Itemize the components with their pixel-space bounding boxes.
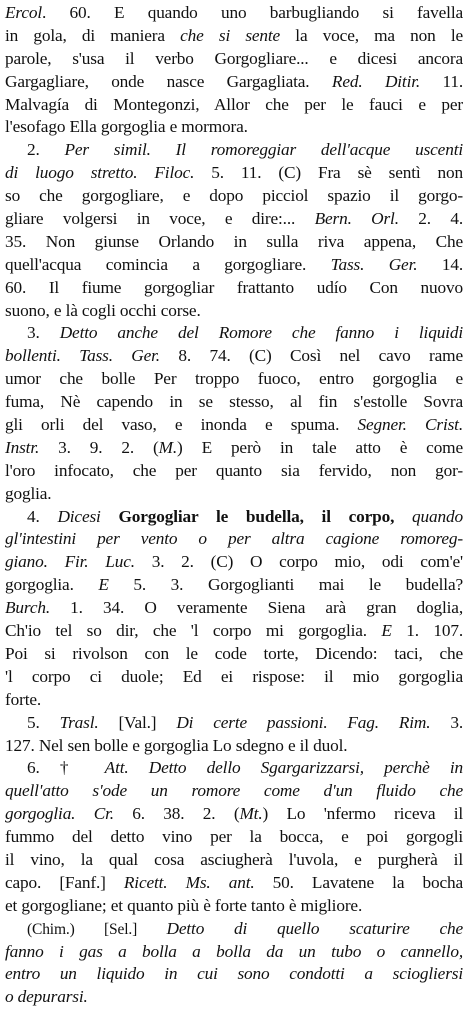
italic-text: Red. Ditir. [331, 71, 421, 91]
italic-text: Detto anche del Romore che fanno i liquidi [59, 323, 463, 343]
text-line [5, 963, 463, 986]
text-segment: umor che bolle Per troppo fuoco, entro gorgoglia e [5, 369, 463, 389]
italic-text: Tass. Ger. [330, 254, 418, 274]
text-line [5, 139, 463, 162]
text-line [5, 620, 463, 643]
text-segment: 1. 107. [391, 621, 463, 641]
text-line [5, 277, 463, 300]
text-line [5, 803, 463, 826]
italic-text: Per simil. Il romoreggiar dell'acque uscenti [64, 140, 463, 160]
text-segment: gliare volgersi in voce, e dire:... [5, 209, 315, 229]
text-line [5, 574, 463, 597]
text-segment: [Val.] [98, 712, 177, 732]
italic-text: Detto di quello scaturire che [166, 918, 464, 938]
text-segment: . 60. E quando uno barbugliando si favella [42, 3, 463, 22]
text-line [5, 551, 463, 574]
text-segment [137, 163, 154, 182]
text-segment: ) E però in tale atto è come [177, 437, 463, 457]
text-segment: 5. 3. Gorgoglianti mai le budella? [108, 575, 464, 595]
italic-text: Fir. Luc. [64, 552, 135, 572]
italic-text: Burch. [5, 598, 51, 618]
text-segment: gli orli del vaso, e inonda e spuma. [5, 415, 358, 435]
text-segment: et gorgogliane; et quanto più è forte tanto è migliore. [5, 895, 363, 915]
italic-text: Fag. Rim. [347, 712, 431, 732]
text-segment: 127. Nel sen bolle e gorgoglia Lo sdegno e il duol. [5, 735, 348, 755]
italic-text: bollenti. [5, 346, 61, 366]
text-line [5, 414, 463, 437]
text-segment: quell'acqua comincia a gorgogliare. [5, 254, 331, 274]
text-segment: ) Lo 'nfermo riceva il [262, 804, 464, 824]
text-segment: 8. 74. (C) Così nel cavo rame [159, 346, 463, 366]
text-line [5, 597, 463, 620]
text-segment: l'esofago Ella gorgoglia e mormora. [5, 117, 248, 137]
italic-text: Tass. Ger. [79, 346, 160, 366]
text-line [5, 941, 463, 964]
text-line [5, 712, 463, 735]
text-line [5, 506, 463, 529]
text-line [5, 643, 463, 666]
text-segment: 3. 2. (C) O corpo mio, odi com'e' [134, 552, 464, 572]
italic-text: E [381, 621, 392, 641]
text-segment: parole, s'usa il verbo Gorgogliare... e dicesi ancora [5, 48, 463, 68]
text-line [5, 437, 463, 460]
italic-text: fanno i gas a bolla a bolla da un tubo o cannello, [5, 941, 463, 961]
italic-text: Trasl. [59, 712, 99, 732]
italic-text: Segner. Crist. [357, 415, 463, 435]
text-segment: Poi si rivolson con le code torte, Dicendo: taci, che [5, 643, 463, 663]
text-segment: 6. † [27, 758, 105, 778]
italic-text: gorgoglia. [5, 804, 76, 824]
text-line [5, 735, 463, 758]
text-line [5, 71, 463, 94]
text-segment [75, 804, 93, 823]
text-line [5, 322, 463, 345]
text-line [5, 895, 463, 918]
text-segment [394, 507, 412, 526]
text-segment [61, 346, 79, 365]
text-segment: 5. 11. (C) Fra sè sentì non [194, 163, 464, 183]
italic-text: Instr. [5, 437, 40, 457]
text-line [5, 368, 463, 391]
text-segment: 2. 4. [398, 209, 464, 229]
text-line [5, 918, 463, 941]
italic-text: Ercol [5, 3, 43, 22]
small-text: (Chim.) [Sel.] [27, 920, 167, 938]
text-line [5, 391, 463, 414]
text-segment: forte. [5, 689, 42, 709]
text-segment [327, 713, 347, 732]
italic-text: che si sente [180, 25, 281, 45]
text-segment: Malvagía di Montegonzi, Allor che per le fauci e per [5, 94, 463, 114]
text-segment: 6. 38. 2. ( [113, 804, 240, 824]
italic-text: Mt. [239, 804, 263, 824]
italic-text: E [98, 575, 109, 595]
text-line [5, 849, 463, 872]
text-line [5, 483, 463, 506]
italic-text: quando [412, 506, 463, 526]
text-segment: 1. 34. O veramente Siena arà gran doglia, [50, 598, 463, 618]
text-line [5, 25, 463, 48]
italic-text: Di certe passioni. [176, 712, 328, 732]
italic-text: gl'intestini per vento o per altra cagione romoreg- [5, 529, 463, 549]
text-line [5, 208, 463, 231]
text-segment: Gargagliare, onde nasce Gargagliata. [5, 71, 332, 91]
bold-text: Gorgogliar le budella, il corpo, [118, 506, 395, 526]
text-segment: il vino, la qual cosa asciugherà l'uvola, e purgherà il [5, 849, 463, 869]
italic-text: Dicesi [57, 506, 101, 526]
text-segment: so che gorgogliare, e dopo picciol spazio il gorgo- [5, 186, 463, 206]
text-segment: 50. Lavatene la bocha [254, 872, 463, 892]
text-line [5, 826, 463, 849]
text-segment: 3. 9. 2. ( [39, 437, 159, 457]
italic-text: Cr. [93, 804, 114, 824]
text-segment: 'l corpo ci duole; Ed ei rispose: il mio gorgoglia [5, 666, 463, 686]
text-segment: 3. [430, 712, 463, 732]
text-line [5, 2, 463, 25]
text-segment: 14. [417, 254, 463, 274]
text-segment: in gola, di maniera [5, 25, 181, 45]
text-line [5, 162, 463, 185]
text-segment: 11. [420, 71, 464, 91]
text-segment: la voce, ma non le [280, 25, 464, 45]
text-line [5, 689, 463, 712]
italic-text: di luogo stretto. [5, 163, 138, 183]
text-segment: 60. Il fiume gorgogliar frattanto udío Con nuovo [5, 277, 463, 297]
text-line [5, 254, 463, 277]
italic-text: Bern. Orl. [314, 209, 399, 229]
italic-text: giano. [5, 552, 48, 572]
text-line [5, 666, 463, 689]
text-line [5, 757, 463, 780]
text-line [5, 94, 463, 117]
text-segment: fummo del detto vino per la bocca, e poi gorgogli [5, 827, 463, 847]
text-segment: 3. [27, 323, 60, 343]
text-segment: fuma, Nè capendo in se stesso, al fin s'estolle Sovra [5, 392, 463, 412]
text-segment [101, 507, 119, 526]
text-line [5, 231, 463, 254]
italic-text: M. [158, 437, 178, 457]
text-line [5, 48, 463, 71]
text-line [5, 185, 463, 208]
italic-text: Ricett. Ms. ant. [123, 872, 255, 892]
text-line [5, 780, 463, 803]
text-segment: 4. [27, 506, 58, 526]
text-line [5, 300, 463, 323]
text-line [5, 528, 463, 551]
italic-text: quell'atto s'ode un romore come d'un fluido che [5, 781, 463, 801]
text-line [5, 872, 463, 895]
text-line [5, 986, 463, 1009]
text-segment: Ch'io tel so dir, che 'l corpo mi gorgoglia. [5, 621, 382, 641]
text-segment: 35. Non giunse Orlando in sulla riva appena, Che [5, 231, 463, 251]
text-segment: l'oro infocato, che per quanto sia fervido, non gor- [5, 460, 463, 480]
italic-text: o depurarsi. [5, 987, 88, 1007]
text-segment [48, 552, 65, 571]
italic-text: Att. Detto dello Sgargarizzarsi, perchè in [104, 758, 463, 778]
text-segment: goglia. [5, 483, 52, 503]
text-segment: suono, e là cogli occhi corse. [5, 300, 201, 320]
text-segment: capo. [Fanf.] [5, 872, 124, 892]
text-line [5, 460, 463, 483]
text-segment: 2. [27, 140, 65, 160]
text-segment: gorgoglia. [5, 575, 99, 595]
dictionary-entry-gorgogliare [5, 2, 463, 1009]
italic-text: entro un liquido in cui sono condotti a sciogliersi [5, 964, 463, 984]
italic-text: Filoc. [154, 163, 195, 183]
text-line [5, 116, 463, 139]
text-segment: 5. [27, 712, 60, 732]
text-line [5, 345, 463, 368]
